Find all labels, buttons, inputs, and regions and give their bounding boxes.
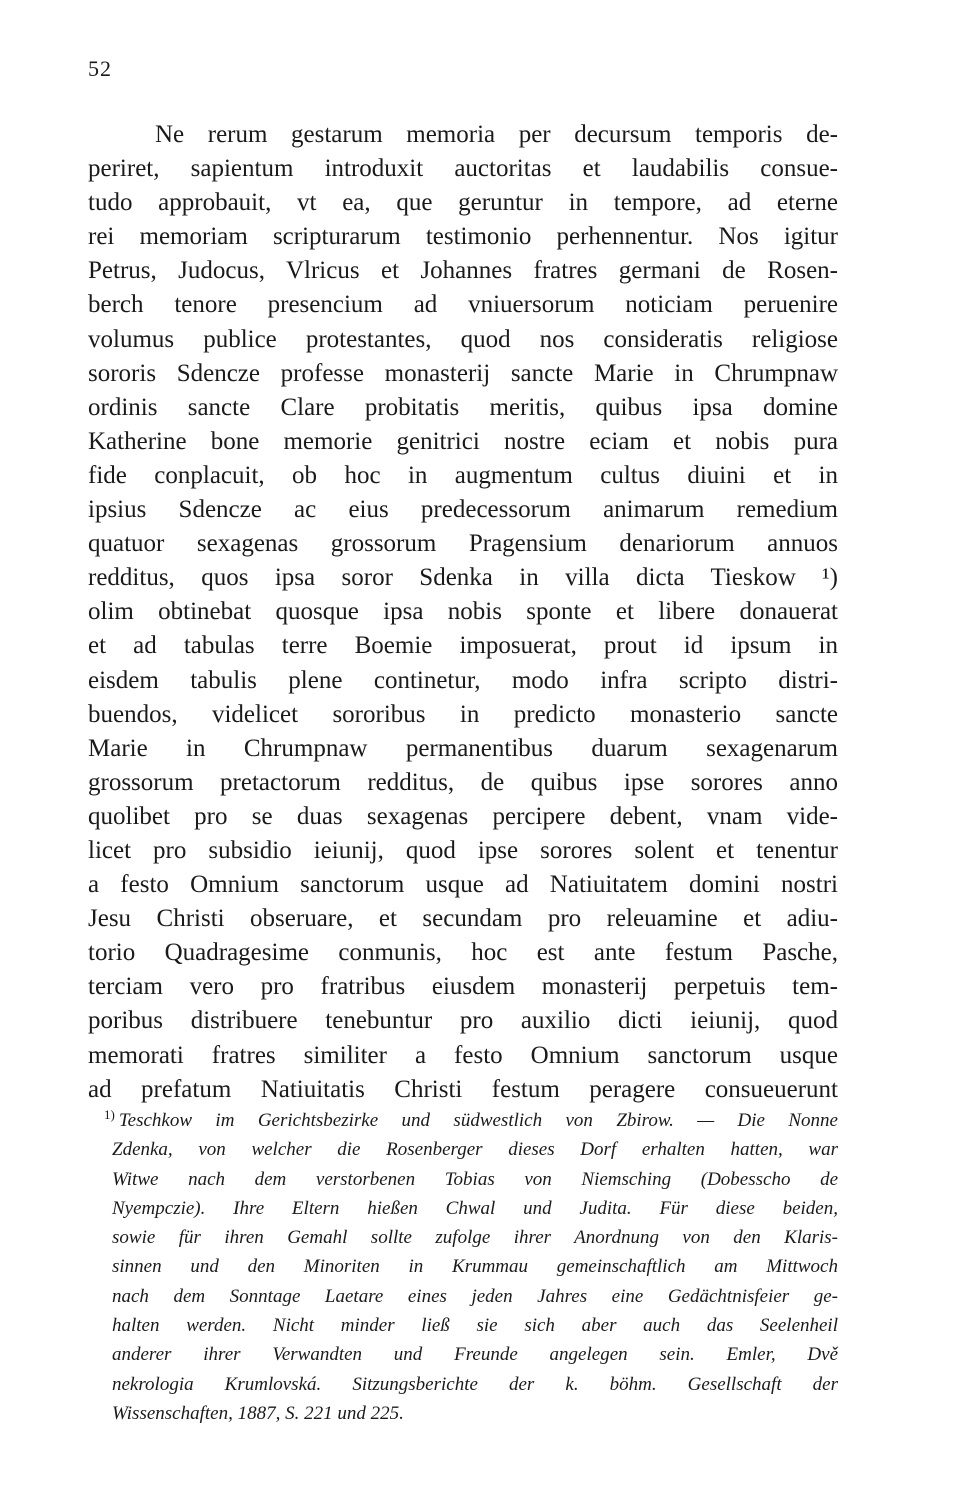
footnote-line (104, 1100, 838, 1135)
text-line: poribus distribuere tenebuntur pro auxilio dicti ieiunij, quod (88, 1007, 838, 1035)
footnote-line: halten werden. Nicht minder ließ sie sich aber auch das Seelenheil (112, 1315, 838, 1337)
page-number: 52 (88, 56, 112, 81)
footnote-line: anderer ihrer Verwandten und Freunde angelegen sein. Emler, Dvě (112, 1344, 838, 1366)
text-line: ad prefatum Natiuitatis Christi festum peragere consueuerunt (88, 1075, 838, 1103)
text-line: eisdem tabulis plene continetur, modo infra scripto distri- (88, 666, 838, 694)
text-line: quatuor sexagenas grossorum Pragensium denariorum annuos (88, 530, 838, 558)
text-line: redditus, quos ipsa soror Sdenka in villa dicta Tieskow ¹) (88, 564, 838, 592)
text-line: et ad tabulas terre Boemie imposuerat, prout id ipsum in (88, 632, 838, 660)
text-line: a festo Omnium sanctorum usque ad Natiuitatem domini nostri (88, 871, 838, 899)
text-line: terciam vero pro fratribus eiusdem monasterij perpetuis tem- (88, 973, 838, 1001)
text-line: Marie in Chrumpnaw permanentibus duarum sexagenarum (88, 734, 838, 762)
footnote-line: sowie für ihren Gemahl sollte zufolge ihrer Anordnung von den Klaris- (112, 1227, 838, 1249)
main-text (88, 118, 838, 1107)
text-line: grossorum pretactorum redditus, de quibus ipse sorores anno (88, 768, 838, 796)
text-line: quolibet pro se duas sexagenas percipere debent, vnam vide- (88, 802, 838, 830)
footnote-line: sinnen und den Minoriten in Krummau gemeinschaftlich am Mittwoch (112, 1256, 838, 1278)
footnote-line: Wissenschaften, 1887, S. 221 und 225. (112, 1402, 404, 1424)
footnote-line: Nyempczie). Ihre Eltern hießen Chwal und Judita. Für diese beiden, (112, 1197, 838, 1219)
text-line: sororis Sdencze professe monasterij sancte Marie in Chrumpnaw (88, 359, 838, 387)
footnote-line: Zdenka, von welcher die Rosenberger dieses Dorf erhalten hatten, war (112, 1139, 838, 1161)
footnote-marker: 1) (104, 1107, 115, 1122)
text-line: fide conplacuit, ob hoc in augmentum cultus diuini et in (88, 461, 838, 489)
text-line: licet pro subsidio ieiunij, quod ipse sorores solent et tenentur (88, 836, 838, 864)
text-line: tudo approbauit, vt ea, que geruntur in tempore, ad eterne (88, 189, 838, 217)
footnote-line: nach dem Sonntage Laetare eines jeden Jahres eine Gedächtnisfeier ge- (112, 1285, 838, 1307)
text-line: olim obtinebat quosque ipsa nobis sponte et libere donauerat (88, 598, 838, 626)
text-line: memorati fratres similiter a festo Omnium sanctorum usque (88, 1041, 838, 1069)
text-line: berch tenore presencium ad vniuersorum noticiam peruenire (88, 291, 838, 319)
text-line: torio Quadragesime conmunis, hoc est ante festum Pasche, (88, 939, 838, 967)
text-line: ordinis sancte Clare probitatis meritis, quibus ipsa domine (88, 393, 838, 421)
footnote-line: Witwe nach dem verstorbenen Tobias von Niemsching (Dobesscho de (112, 1168, 838, 1190)
text-line: Ne rerum gestarum memoria per decursum temporis de- (155, 121, 838, 148)
footnote-line-text: Teschkow im Gerichtsbezirke und südwestlich von Zbirow. — Die Nonne (118, 1110, 838, 1131)
footnote (104, 1100, 838, 1428)
text-line: periret, sapientum introduxit auctoritas et laudabilis consue- (88, 155, 838, 183)
text-line: buendos, videlicet sororibus in predicto monasterio sancte (88, 700, 838, 728)
text-line: rei memoriam scripturarum testimonio perhennentur. Nos igitur (88, 223, 838, 251)
text-line: volumus publice protestantes, quod nos consideratis religiose (88, 325, 838, 353)
text-line: Katherine bone memorie genitrici nostre eciam et nobis pura (88, 427, 838, 455)
text-line: Jesu Christi obseruare, et secundam pro releuamine et adiu- (88, 905, 838, 933)
text-line: ipsius Sdencze ac eius predecessorum animarum remedium (88, 496, 838, 524)
footnote-line: nekrologia Krumlovská. Sitzungsberichte der k. böhm. Gesellschaft der (112, 1373, 838, 1395)
text-line: Petrus, Judocus, Vlricus et Johannes fratres germani de Rosen- (88, 257, 838, 285)
